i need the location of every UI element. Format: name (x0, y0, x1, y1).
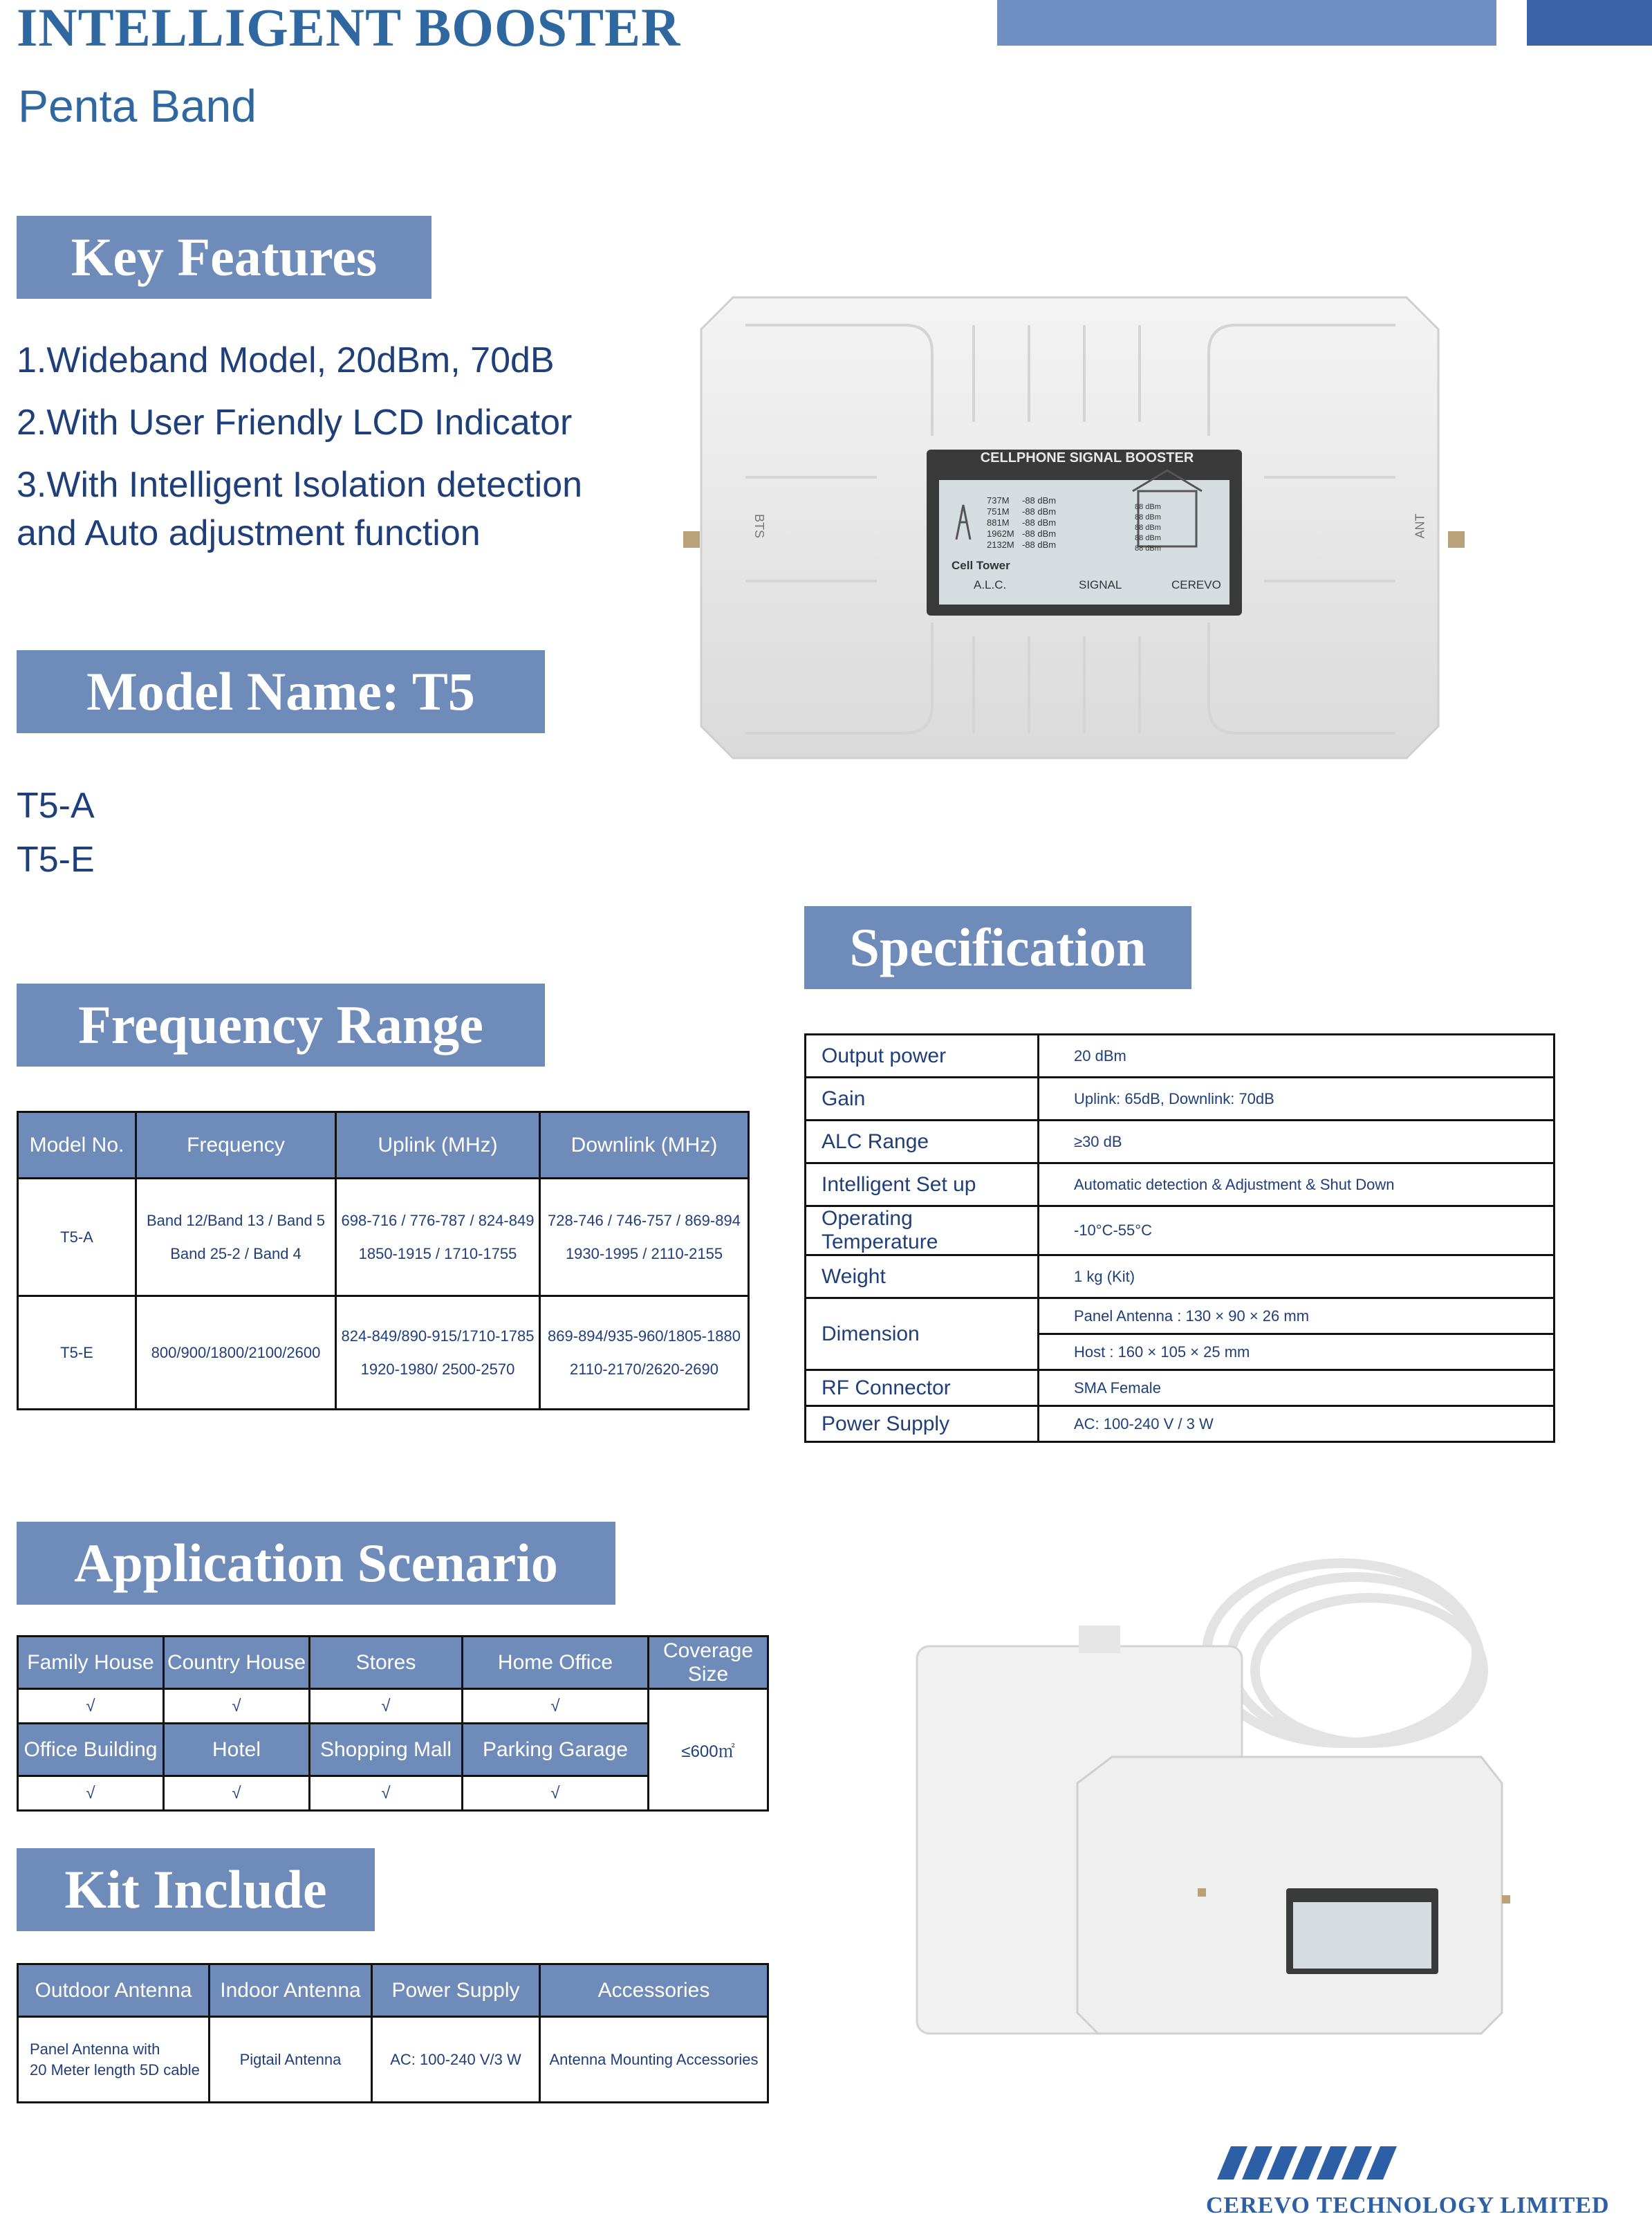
spec-row (806, 1370, 1554, 1406)
spec-value: AC: 100-240 V / 3 W (1039, 1406, 1554, 1442)
spec-row (806, 1298, 1554, 1334)
decorative-bar (997, 0, 1496, 46)
coverage-header: Coverage Size (649, 1637, 768, 1689)
table-row (18, 2017, 768, 2103)
feature-item: 1.Wideband Model, 20dBm, 70dB (17, 340, 555, 380)
booster-device-image (683, 284, 1465, 775)
lcd-signal: SIGNAL (1079, 578, 1122, 591)
kit-table (17, 1963, 769, 2103)
spec-key: Output power (806, 1035, 1039, 1078)
spec-value: Uplink: 65dB, Downlink: 70dB (1039, 1078, 1554, 1121)
column-header: Downlink (MHz) (540, 1112, 749, 1179)
kit-column-header: Outdoor Antenna (18, 1964, 210, 2017)
downlink-line: 869-894/935-960/1805-1880 (548, 1327, 741, 1345)
lcd-readout: -88 dBm (1022, 495, 1057, 506)
spec-row (806, 1035, 1554, 1078)
kit-heading: Kit Include (17, 1848, 375, 1931)
check-mark: √ (463, 1689, 649, 1724)
spec-row (806, 1206, 1554, 1255)
spec-row (806, 1121, 1554, 1163)
kit-column-header: Power Supply (372, 1964, 540, 2017)
table-row (18, 1296, 749, 1410)
spec-key: RF Connector (806, 1370, 1039, 1406)
check-mark: √ (310, 1689, 463, 1724)
table-row (18, 1179, 749, 1296)
kit-line: Panel Antenna with (30, 2040, 160, 2058)
spec-row (806, 1255, 1554, 1298)
column-header: Uplink (MHz) (336, 1112, 540, 1179)
lcd-alc: A.L.C. (974, 578, 1007, 591)
check-mark: √ (18, 1689, 164, 1724)
lcd-freq: 881M (987, 517, 1010, 528)
scenario-header: Stores (310, 1637, 463, 1689)
coverage-value: ≤600㎡ (649, 1689, 768, 1811)
lcd-readout: -88 dBm (1022, 506, 1057, 517)
uplink-line: 1850-1915 / 1710-1755 (358, 1244, 517, 1262)
model-cell: T5-E (18, 1296, 136, 1410)
key-features-heading: Key Features (17, 216, 431, 299)
lcd-freq: 1962M (987, 528, 1014, 539)
spec-value: ≥30 dB (1039, 1121, 1554, 1163)
scenario-header: Home Office (463, 1637, 649, 1689)
lcd-cell-tower: Cell Tower (952, 559, 1010, 572)
uplink-cell (336, 1296, 540, 1410)
specification-heading: Specification (804, 906, 1191, 989)
kit-line: 20 Meter length 5D cable (30, 2061, 200, 2079)
downlink-line: 1930-1995 / 2110-2155 (565, 1244, 723, 1262)
lcd-freq: 2132M (987, 540, 1014, 550)
lcd-house-readout: 88 dBm (1135, 503, 1161, 511)
scenario-header: Hotel (164, 1724, 310, 1776)
model-cell: T5-A (18, 1179, 136, 1296)
specification-table (804, 1033, 1555, 1443)
downlink-cell (540, 1296, 749, 1410)
scenario-header: Country House (164, 1637, 310, 1689)
frequency-table (17, 1111, 750, 1410)
application-table (17, 1635, 769, 1812)
kit-column-header: Accessories (540, 1964, 768, 2017)
spec-row (806, 1406, 1554, 1442)
kit-accessories: Antenna Mounting Accessories (540, 2017, 768, 2103)
table-header-row (18, 1637, 768, 1689)
downlink-line: 728-746 / 746-757 / 869-894 (548, 1211, 741, 1229)
frequency-range-heading: Frequency Range (17, 984, 545, 1067)
uplink-line: 824-849/890-915/1710-1785 (341, 1327, 535, 1345)
check-mark: √ (463, 1776, 649, 1811)
lcd-freq: 737M (987, 495, 1010, 506)
scenario-header: Office Building (18, 1724, 164, 1776)
kit-indoor-antenna: Pigtail Antenna (210, 2017, 372, 2103)
lcd-freq-list (987, 495, 1014, 551)
spec-key: Operating Temperature (806, 1206, 1039, 1255)
spec-value: Automatic detection & Adjustment & Shut Down (1039, 1163, 1554, 1206)
frequency-cell (136, 1179, 336, 1296)
frequency-line: Band 12/Band 13 / Band 5 (146, 1211, 326, 1229)
lcd-title: CELLPHONE SIGNAL BOOSTER (980, 450, 1194, 466)
check-mark: √ (164, 1689, 310, 1724)
model-variant: T5-A (17, 786, 95, 826)
lcd-readout: -88 dBm (1022, 517, 1057, 528)
scenario-header: Family House (18, 1637, 164, 1689)
check-mark: √ (310, 1776, 463, 1811)
spec-key: Gain (806, 1078, 1039, 1121)
check-mark: √ (164, 1776, 310, 1811)
feature-item: 2.With User Friendly LCD Indicator (17, 403, 573, 443)
application-heading: Application Scenario (17, 1522, 615, 1605)
lcd-freq: 751M (987, 506, 1010, 517)
kit-power-supply: AC: 100-240 V/3 W (372, 2017, 540, 2103)
spec-value: Panel Antenna : 130 × 90 × 26 mm (1039, 1298, 1554, 1334)
spec-value: 20 dBm (1039, 1035, 1554, 1078)
model-variant: T5-E (17, 840, 95, 880)
company-logo-stripes (1217, 2146, 1424, 2179)
feature-item: 3.With Intelligent Isolation detection (17, 465, 583, 505)
spec-row (806, 1078, 1554, 1121)
spec-value: -10°C-55°C (1039, 1206, 1554, 1255)
model-heading: Model Name: T5 (17, 650, 545, 733)
uplink-line: 698-716 / 776-787 / 824-849 (341, 1211, 535, 1229)
spec-value: SMA Female (1039, 1370, 1554, 1406)
feature-item: and Auto adjustment function (17, 513, 481, 553)
spec-key: ALC Range (806, 1121, 1039, 1163)
lcd-brand: CEREVO (1171, 578, 1221, 591)
port-label-bts: BTS (752, 513, 767, 539)
downlink-line: 2110-2170/2620-2690 (570, 1360, 718, 1378)
column-header: Model No. (18, 1112, 136, 1179)
spec-value: 1 kg (Kit) (1039, 1255, 1554, 1298)
downlink-cell (540, 1179, 749, 1296)
lcd-house-readout: 88 dBm (1135, 513, 1161, 522)
decorative-bar-accent (1527, 0, 1652, 46)
kit-column-header: Indoor Antenna (210, 1964, 372, 2017)
spec-key: Dimension (806, 1298, 1039, 1370)
check-row (18, 1689, 768, 1724)
frequency-line: Band 25-2 / Band 4 (170, 1244, 301, 1262)
table-header-row (18, 1964, 768, 2017)
page-title: INTELLIGENT BOOSTER (17, 0, 681, 57)
page-subtitle: Penta Band (18, 80, 257, 131)
lcd-house-readout: 88 dBm (1135, 524, 1161, 532)
frequency-cell: 800/900/1800/2100/2600 (136, 1296, 336, 1410)
spec-key: Intelligent Set up (806, 1163, 1039, 1206)
uplink-line: 1920-1980/ 2500-2570 (360, 1360, 515, 1378)
scenario-header: Shopping Mall (310, 1724, 463, 1776)
port-label-ant: ANT (1413, 513, 1427, 539)
check-mark: √ (18, 1776, 164, 1811)
spec-key: Weight (806, 1255, 1039, 1298)
scenario-header: Parking Garage (463, 1724, 649, 1776)
uplink-cell (336, 1179, 540, 1296)
lcd-house-readout: 88 dBm (1135, 534, 1161, 542)
column-header: Frequency (136, 1112, 336, 1179)
lcd-readout: -88 dBm (1022, 540, 1057, 550)
lcd-house-readouts (1135, 502, 1161, 554)
kit-image (913, 1549, 1577, 2075)
lcd-readout: -88 dBm (1022, 528, 1057, 539)
spec-key: Power Supply (806, 1406, 1039, 1442)
spec-value: Host : 160 × 105 × 25 mm (1039, 1334, 1554, 1370)
table-header-row (18, 1112, 749, 1179)
spec-row (806, 1163, 1554, 1206)
lcd-house-readout: 88 dBm (1135, 544, 1161, 553)
kit-outdoor-antenna (18, 2017, 210, 2103)
lcd-readouts (1022, 495, 1056, 551)
company-name: CEREVO TECHNOLOGY LIMITED (1206, 2193, 1610, 2218)
